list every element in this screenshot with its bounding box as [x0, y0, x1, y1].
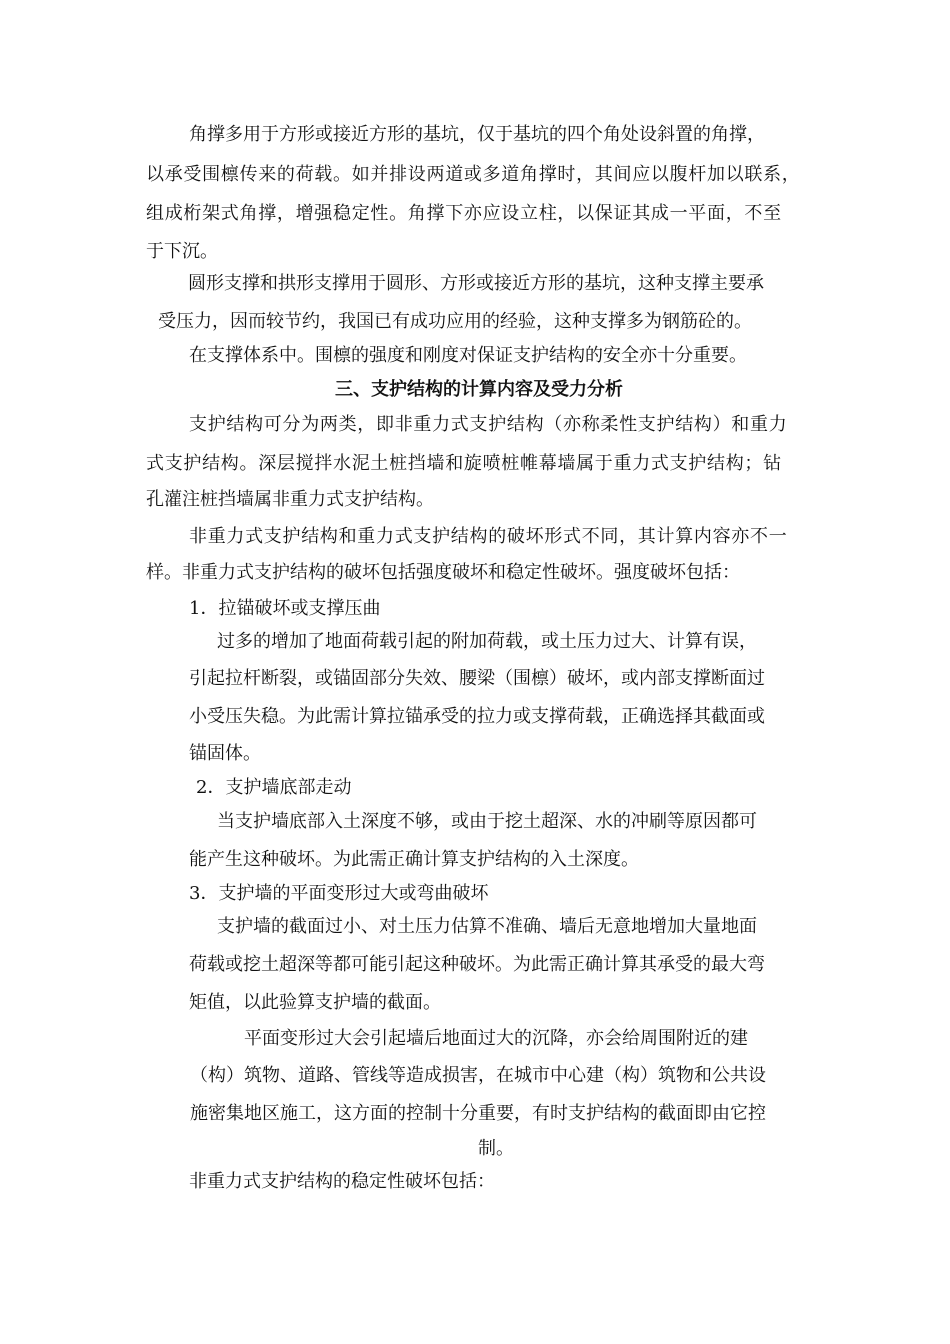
paragraph-1-line-3: 组成桁架式角撑，增强稳定性。角撑下亦应设立柱，以保证其成一平面，不至	[146, 203, 782, 224]
paragraph-2-line-1: 圆形支撑和拱形支撑用于圆形、方形或接近方形的基坑，这种支撑主要承	[188, 273, 764, 294]
paragraph-5-line-2: 样。非重力式支护结构的破坏包括强度破坏和稳定性破坏。强度破坏包括：	[146, 562, 740, 583]
paragraph-4-line-2: 式支护结构。深层搅拌水泥土桩挡墙和旋喷桩帷幕墙属于重力式支护结构；钻	[146, 453, 782, 474]
item-1-line-2: 引起拉杆断裂，或锚固部分失效、腰梁（围檩）破坏，或内部支撑断面过	[189, 668, 765, 689]
item-3-line-2: 荷载或挖土超深等都可能引起这种破坏。为此需正确计算其承受的最大弯	[189, 954, 765, 975]
paragraph-6-line-3: 施密集地区施工，这方面的控制十分重要，有时支护结构的截面即由它控	[190, 1103, 766, 1124]
paragraph-7: 非重力式支护结构的稳定性破坏包括：	[189, 1171, 495, 1192]
item-3-line-1: 支护墙的截面过小、对土压力估算不准确、墙后无意地增加大量地面	[217, 916, 757, 937]
paragraph-1-line-1: 角撑多用于方形或接近方形的基坑，仅于基坑的四个角处设斜置的角撑，	[189, 124, 765, 145]
paragraph-1-line-4: 于下沉。	[146, 241, 218, 262]
paragraph-6-line-1: 平面变形过大会引起墙后地面过大的沉降，亦会给周围附近的建	[244, 1028, 748, 1049]
paragraph-1-line-2: 以承受围檩传来的荷载。如并排设两道或多道角撑时，其间应以腹杆加以联系，	[146, 164, 801, 185]
item-1-line-4: 锚固体。	[189, 743, 261, 764]
paragraph-4-line-3: 孔灌注桩挡墙属非重力式支护结构。	[146, 489, 434, 510]
paragraph-3: 在支撑体系中。围檩的强度和刚度对保证支护结构的安全亦十分重要。	[189, 345, 747, 366]
paragraph-6-line-4: 制。	[478, 1138, 514, 1159]
item-1-title: 1．拉锚破坏或支撑压曲	[189, 598, 381, 619]
item-2-title: 2．支护墙底部走动	[196, 777, 352, 798]
paragraph-6-line-2: （构）筑物、道路、管线等造成损害，在城市中心建（构）筑物和公共设	[190, 1065, 766, 1086]
item-2-line-1: 当支护墙底部入土深度不够，或由于挖土超深、水的冲刷等原因都可	[217, 811, 757, 832]
item-3-title: 3．支护墙的平面变形过大或弯曲破坏	[189, 883, 489, 904]
item-2-line-2: 能产生这种破坏。为此需正确计算支护结构的入土深度。	[189, 849, 639, 870]
item-3-line-3: 矩值，以此验算支护墙的截面。	[189, 992, 441, 1013]
item-1-line-1: 过多的增加了地面荷载引起的附加荷载，或土压力过大、计算有误，	[217, 631, 757, 652]
section-heading: 三、支护结构的计算内容及受力分析	[335, 379, 623, 400]
paragraph-2-line-2: 受压力，因而较节约，我国已有成功应用的经验，这种支撑多为钢筋砼的。	[158, 311, 752, 332]
paragraph-5-line-1: 非重力式支护结构和重力式支护结构的破坏形式不同，其计算内容亦不一	[189, 526, 788, 547]
item-1-line-3: 小受压失稳。为此需计算拉锚承受的拉力或支撑荷载，正确选择其截面或	[189, 706, 765, 727]
paragraph-4-line-1: 支护结构可分为两类，即非重力式支护结构（亦称柔性支护结构）和重力	[189, 414, 788, 435]
